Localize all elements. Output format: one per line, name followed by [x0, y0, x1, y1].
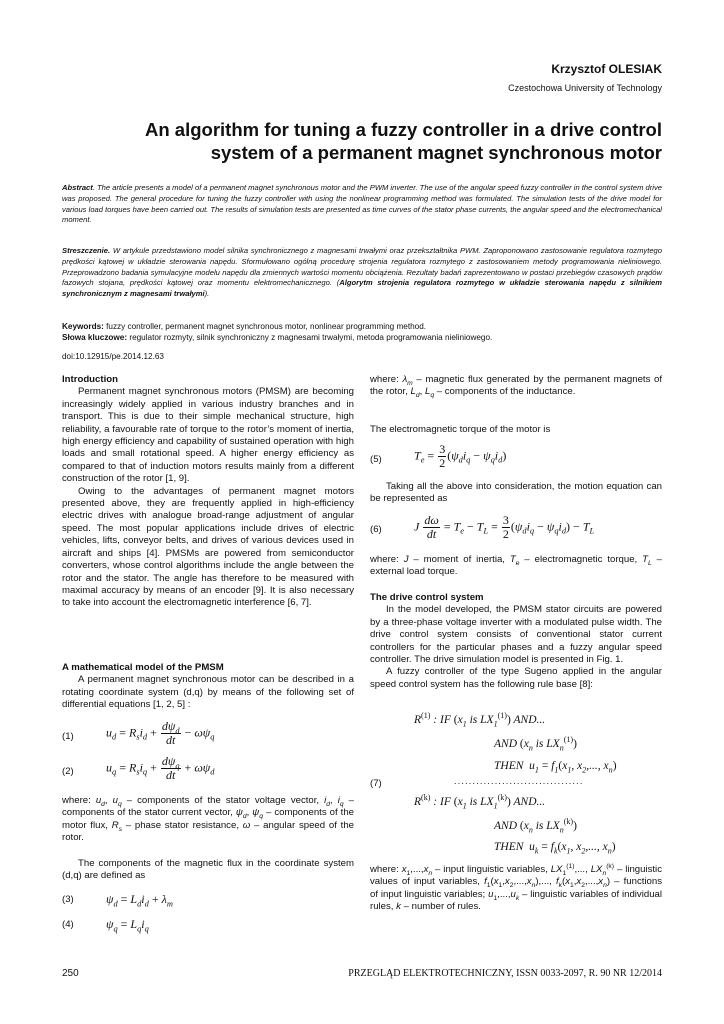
intro-paragraph-1: Permanent magnet synchronous motors (PMSM) are becoming increasingly widely applied in various industry branches and in transport. This is due to their simple mechanical structure, high reliability, a favourable rate of torque to the rotor’s moment of inertia, high energy efficiency and capability of sustained operation with high loads and small rotational speed. A higher energy efficiency as compared to that of induction motors results mainly from a different construction of the rotor [1, 9]. [62, 386, 354, 485]
eq3-number: (3) [62, 894, 74, 905]
equation-2: $u_q = R_si_q$ + $\frac{d\psi_q}{dt}$ + $\omega\psi_d$ [106, 754, 215, 782]
equation-4: $\psi_q = L_qi_q$ [106, 917, 149, 934]
flux-paragraph: The components of the magnetic flux in the coordinate system (d,q) are defined as [62, 858, 354, 882]
abstract-text: . The article presents a model of a permanent magnet synchronous motor and the PWM inverter. The use of the angular speed fuzzy controller in the control system drive was proposed. The general procedure for tuning the fuzzy controller with using the nonlinear programming method was formulated. The simulation tests of the drive model for various load torques have been carried out. The results of simulation tests are presented as time curves of the stator phase currents, the angular speed and the electromechanical moment. [62, 183, 662, 225]
rule-1-and: AND ($x_n$ is $LX_n^{(1)}$) [494, 735, 577, 753]
torque-section [370, 424, 662, 436]
equation-6: J $\frac{d\omega}{dt}$ = $T_e - T_L$ = $\frac{3}{2}$ $(\psi_di_q - \psi_qi_d) - T_L$ [414, 513, 595, 541]
keywords-label: Keywords: [62, 322, 104, 331]
equation-1: $u_d = R_si_d$ + $\frac{d\psi_d}{dt}$ − $\omega\psi_q$ [106, 719, 215, 747]
affiliation: Czestochowa University of Technology [508, 83, 662, 93]
rule-k-and: AND ($x_n$ is $LX_n^{(k)}$) [494, 817, 577, 835]
eq7-number: (7) [370, 778, 382, 789]
rule-1-if: $R^{(1)}$ : IF ($x_1$ is $LX_1^{(1)}$) AND... [414, 711, 546, 729]
journal-footer: PRZEGLĄD ELEKTROTECHNICZNY, ISSN 0033-2097, R. 90 NR 12/2014 [348, 968, 662, 979]
math-heading: A mathematical model of the PMSM [62, 662, 224, 673]
streszczenie-text: W artykule przedstawiono model silnika synchronicznego z magnesami trwałymi oraz przekształtnika PWM. Zaproponowano zastosowanie regulatora rozmytego prędkości kątowej w układzie sterowania napędu. Sformułowano ogólną procedurę strojenia regulatora rozmytego z zastosowaniem metody programowania nieliniowego. Przeprowadzono badania symulacyjne modelu napędu dla zmiennych wartości momentu obciążenia. Rezultaty badań zaprezentowano w postaci przebiegów czasowych prądów fazowych stojana, prędkości kątowej oraz momentu elektromechanicznego. ( [62, 246, 662, 288]
keywords [62, 321, 662, 332]
eq1-number: (1) [62, 731, 74, 742]
motion-section [370, 481, 662, 506]
motion-paragraph: Taking all the above into consideration, the motion equation can be represented as [370, 481, 662, 505]
eq4-number: (4) [62, 919, 74, 930]
left-column-top [62, 374, 354, 610]
equation-5: $T_e$ = $\frac{3}{2}$ $(\psi_di_q - \psi_qi_d)$ [414, 442, 507, 470]
page-number: 250 [62, 968, 79, 979]
where-variables-text: where: $x_1,...,x_n$ – input linguistic variables, $LX_1^{(1)}$,..., $LX_n^{(k)}$ – linguistic values of input variables, $f_1(x_1,x_2,...,x_n)$,..., $f_k(x_1,x_2,...,x_n)$ – functions of input linguistic variables; $u_1,...,u_k$ – linguistic variables of individual rules, k – number of rules. [370, 862, 663, 913]
paper-title: An algorithm for tuning a fuzzy controller in a drive control system of a permanent magnet synchronous motor [145, 119, 662, 163]
eq6-number: (6) [370, 524, 382, 535]
where-inertia-text: where: J – moment of inertia, $T_e$ – electromagnetic torque, $T_L$ – external load torque. [370, 554, 662, 578]
slowa-text: regulator rozmyty, silnik synchroniczny z magnesami trwałymi, metoda programowania nieliniowego. [127, 333, 493, 342]
streszczenie-label: Streszczenie. [62, 246, 111, 255]
drive-paragraph-2: A fuzzy controller of the type Sugeno applied in the angular speed control system has the following rule base [8]: [370, 666, 662, 690]
math-paragraph: A permanent magnet synchronous motor can be described in a rotating coordinate system (d,q) by means of the following set of differential equations [1, 2, 5] : [62, 674, 354, 711]
torque-paragraph: The electromagnetic torque of the motor is [370, 424, 551, 435]
drive-section [370, 592, 662, 691]
where-variables [370, 864, 662, 914]
author-name: Krzysztof OLESIAK [551, 62, 662, 76]
rule-k-if: $R^{(k)}$ : IF ($x_1$ is $LX_1^{(k)}$) AND... [414, 793, 546, 811]
where-lambda-text: where: $\lambda_m$ – magnetic flux generated by the permanent magnets of the rotor, $L_d$, $L_q$ – components of the inductance. [370, 374, 662, 400]
where-lambda [370, 374, 662, 399]
streszczenie [62, 246, 662, 300]
intro-heading: Introduction [62, 374, 118, 385]
rule-k-then: THEN $u_k = f_k(x_1$, $x_2$,..., $x_n$) [494, 841, 616, 856]
doi: doi:10.12915/pe.2014.12.63 [62, 352, 164, 361]
equation-3: $\psi_d = L_di_d + \lambda_m$ [106, 892, 173, 909]
abstract-label: Abstract [62, 183, 93, 192]
where-inertia [370, 554, 662, 579]
flux-section [62, 858, 354, 883]
slowa-label: Słowa kluczowe: [62, 333, 128, 342]
streszczenie-end: ). [204, 289, 210, 299]
math-section [62, 662, 354, 712]
slowa-kluczowe [62, 332, 662, 343]
eq5-number: (5) [370, 454, 382, 465]
streszczenie-title: Algorytm strojenia regulatora rozmytego w układzie sterowania napędu z silnikiem synchronicznym z magnesami trwałymi [62, 278, 662, 299]
drive-heading: The drive control system [370, 592, 484, 603]
where-voltage-text: where: $u_d$, $u_q$ – components of the stator voltage vector, $i_d$, $i_q$ – components of the stator current vector, $\psi_d$, $\psi_q$ – components of the motor flux, $R_s$ – phase stator resistance, ω – angular speed of the rotor. [62, 795, 354, 844]
rule-1-then: THEN $u_1 = f_1(x_1$, $x_2$,..., $x_n$) [494, 760, 617, 775]
rule-ellipsis: ................................... [454, 776, 584, 786]
abstract [62, 183, 662, 226]
intro-paragraph-2: Owing to the advantages of permanent magnet motors presented above, they are frequently applied in high-efficiency electric drives with analogue broad-range adjustment of angular speed. The most popular applications include drives of electric vehicles, lifts, conveyor belts, and drives of various devices used in aircraft and ships [4]. PMSMs are powered from semiconductor converters, whose control algorithms include the angle between the rotor and the stator. The angle has therefore to be measured with maximal accuracy by means of an encoder [9]. It is also necessary to take into account the electromagnetic interference [6, 7]. [62, 485, 354, 609]
drive-paragraph-1: In the model developed, the PMSM stator circuits are powered by a three-phase voltage inverter with a modulated pulse width. The drive control system consists of conventional stator current controllers for the particular phases and a fuzzy angular speed controller. The drive simulation model is presented in Fig. 1. [370, 604, 662, 666]
keywords-text: fuzzy controller, permanent magnet synchronous motor, nonlinear programming method. [103, 322, 427, 331]
eq2-number: (2) [62, 766, 74, 777]
where-voltage [62, 795, 354, 845]
